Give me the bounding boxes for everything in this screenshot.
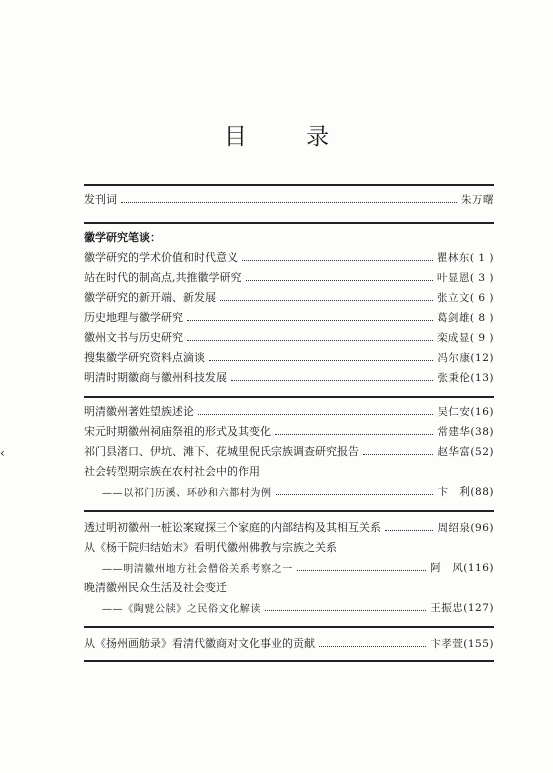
toc-entry — [84, 368, 494, 386]
entry-subtitle: ——明清徽州地方社会僧俗关系考察之一 — [102, 563, 293, 575]
entry-author: 吴仁安(16) — [437, 405, 494, 418]
entry-title: 明清徽州著姓望族述论 — [84, 405, 194, 418]
entry-author: 张立文( 6 ) — [436, 291, 494, 304]
divider — [84, 660, 494, 662]
entry-title: 从《杨干院归结始末》看明代徽州佛教与宗族之关系 — [84, 541, 337, 554]
toc-entry-subtitle — [102, 482, 494, 500]
entry-author: 王振忠(127) — [430, 601, 494, 614]
toc-entry — [84, 518, 494, 536]
entry-title: 站在时代的制高点,共推徽学研究 — [84, 271, 242, 284]
entry-title: 明清时期徽商与徽州科技发展 — [84, 371, 227, 384]
toc-entry-subtitle — [102, 598, 494, 616]
toc-entry — [84, 462, 494, 480]
entry-title: 社会转型期宗族在农村社会中的作用 — [84, 465, 260, 478]
divider — [84, 222, 494, 224]
entry-title: 徽州文书与历史研究 — [84, 331, 183, 344]
section-heading — [84, 228, 494, 246]
divider — [84, 510, 494, 512]
entry-title: 徽学研究的新开端、新发展 — [84, 291, 216, 304]
leader-dots — [187, 339, 433, 341]
entry-author: 叶显恩( 3 ) — [436, 271, 494, 284]
toc-entry — [84, 634, 494, 652]
toc-entry — [84, 308, 494, 326]
entry-author: 冯尔康(12) — [437, 351, 494, 364]
leader-dots — [209, 359, 433, 361]
toc-entry — [84, 578, 494, 596]
scan-margin-mark: ‹ — [0, 446, 5, 460]
entry-title: 从《扬州画舫录》看清代徽商对文化事业的贡献 — [84, 637, 315, 650]
page-title: 目 录 — [223, 124, 356, 150]
leader-dots — [275, 433, 433, 435]
entry-subtitle: ——以祁门历溪、环砂和六都村为例 — [102, 487, 272, 499]
entry-author: 张秉伦(13) — [437, 371, 494, 384]
toc-entry — [84, 248, 494, 266]
divider — [84, 626, 494, 628]
entry-author: 瞿林东( 1 ) — [436, 251, 494, 264]
entry-title: 发刊词 — [84, 193, 117, 206]
toc-entry-subtitle — [102, 558, 494, 576]
entry-title: 祁门县渚口、伊坑、滩下、花城里倪氏宗族调查研究报告 — [84, 445, 359, 458]
entry-author: 葛剑雄( 8 ) — [436, 311, 494, 324]
entry-author: 卞 利(88) — [437, 485, 494, 498]
entry-title: 透过明初徽州一桩讼案窥探三个家庭的内部结构及其相互关系 — [84, 521, 381, 534]
toc-entry — [84, 288, 494, 306]
section-heading-text: 徽学研究笔谈： — [84, 231, 161, 244]
toc-entry — [84, 402, 494, 420]
entry-title: 徽学研究的学术价值和时代意义 — [84, 251, 238, 264]
entry-subtitle: ——《陶甓公牍》之民俗文化解读 — [102, 603, 261, 615]
toc-entry-foreword — [84, 190, 494, 208]
entry-title: 历史地理与徽学研究 — [84, 311, 183, 324]
entry-author: 卞孝萱(155) — [430, 637, 494, 650]
entry-author: 栾成显( 9 ) — [436, 331, 494, 344]
leader-dots — [297, 569, 426, 571]
divider — [84, 184, 494, 186]
entry-author: 赵华富(52) — [437, 445, 494, 458]
leader-dots — [220, 299, 433, 301]
leader-dots — [231, 379, 433, 381]
leader-dots — [265, 609, 426, 611]
leader-dots — [363, 453, 433, 455]
entry-title: 晚清徽州民众生活及社会变迁 — [84, 581, 227, 594]
leader-dots — [121, 201, 457, 203]
leader-dots — [319, 645, 426, 647]
divider — [84, 396, 494, 398]
toc-entry — [84, 538, 494, 556]
entry-author: 阿 风(116) — [430, 561, 494, 574]
entry-author: 朱万曙 — [461, 193, 494, 206]
entry-title: 宋元时期徽州祠庙祭祖的形式及其变化 — [84, 425, 271, 438]
leader-dots — [276, 493, 434, 495]
toc-entry — [84, 348, 494, 366]
leader-dots — [385, 529, 433, 531]
leader-dots — [198, 413, 433, 415]
toc-entry — [84, 328, 494, 346]
leader-dots — [242, 259, 433, 261]
entry-title: 搜集徽学研究资料点滴谈 — [84, 351, 205, 364]
leader-dots — [187, 319, 433, 321]
entry-author: 周绍泉(96) — [437, 521, 494, 534]
leader-dots — [246, 279, 433, 281]
toc-entry — [84, 442, 494, 460]
entry-author: 常建华(38) — [437, 425, 494, 438]
toc-entry — [84, 422, 494, 440]
toc-entry — [84, 268, 494, 286]
